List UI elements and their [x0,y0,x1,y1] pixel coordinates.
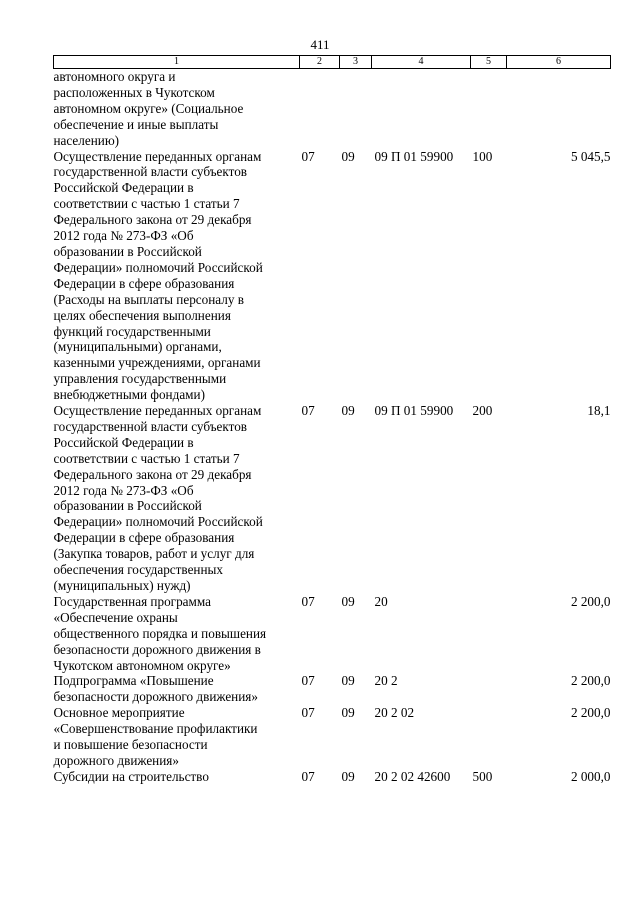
row-subsection: 09 [341,768,355,784]
table-row [54,594,611,674]
header-col-1: 1 [54,56,300,69]
row-name: Осуществление переданных органам государственной власти субъектов Российской Федерации в соответствии с частью 1 статьи 7 Федерального закона от 29 декабря 2012 года № 273-ФЗ «Об образовании в Российской Федерации» полномочий Российской Федерации в сфере образования (Расходы на выплаты персоналу в целях обеспечения выполнения функций государственными (муниципальными) органами, казенными учреждениями, органами управления государственными внебюджетными фондами) [53,148,263,403]
row-expense-type [471,69,507,149]
table-row [54,769,611,785]
row-name: Осуществление переданных органам государственной власти субъектов Российской Федерации в соответствии с частью 1 статьи 7 Федерального закона от 29 декабря 2012 года № 273-ФЗ «Об образовании в Российской Федерации» полномочий Российской Федерации в сфере образования (Закупка товаров, работ и услуг для обеспечения государственных (муниципальных) нужд) [53,403,263,593]
table-row [54,705,611,769]
row-target-code: 09 П 01 59900 [374,148,454,164]
row-expense-type: 200 [472,403,493,419]
row-expense-type [471,673,507,705]
row-section: 07 [301,403,315,419]
page-number: 411 [310,37,330,52]
row-section [300,69,340,149]
row-subsection [340,69,372,149]
row-expense-type: 100 [472,148,493,164]
row-name: Подпрограмма «Повышение безопасности дорожного движения» [53,673,258,705]
table-row [54,149,611,404]
table-row [54,673,611,705]
row-amount: 2 200,0 [570,673,611,689]
row-subsection: 09 [341,403,355,419]
row-name: Основное мероприятие «Совершенствование профилактики и повышение безопасности дорожного движения» [53,705,258,768]
row-subsection: 09 [341,593,355,609]
row-section: 07 [301,148,315,164]
row-section: 07 [301,673,315,689]
budget-table [53,55,611,785]
row-subsection: 09 [341,705,355,721]
row-expense-type: 500 [472,768,493,784]
row-target-code: 09 П 01 59900 [374,403,454,419]
table-row [54,69,611,149]
header-col-3: 3 [340,56,372,69]
row-subsection: 09 [341,148,355,164]
row-name: автономного округа и расположенных в Чукотском автономном округе» (Социальное обеспечение и иные выплаты населению) [53,69,244,148]
row-section: 07 [301,768,315,784]
row-amount: 18,1 [587,403,611,419]
row-subsection: 09 [341,673,355,689]
row-amount: 5 045,5 [570,148,611,164]
row-section: 07 [301,593,315,609]
header-col-5: 5 [471,56,507,69]
row-expense-type [471,705,507,769]
row-target-code: 20 [374,593,388,609]
row-amount: 2 000,0 [570,768,611,784]
row-target-code: 20 2 02 42600 [374,768,451,784]
header-col-2: 2 [300,56,340,69]
table-header-row [54,56,611,69]
row-target-code: 20 2 02 [374,705,415,721]
row-target-code: 20 2 [374,673,398,689]
row-name: Государственная программа «Обеспечение охраны общественного порядка и повышения безопасности дорожного движения в Чукотском автономном округе» [53,593,267,673]
row-section: 07 [301,705,315,721]
header-col-4: 4 [372,56,471,69]
row-amount: 2 200,0 [570,705,611,721]
row-amount: 2 200,0 [570,593,611,609]
row-amount [507,69,611,149]
row-name: Субсидии на строительство [53,768,209,784]
row-target-code [372,69,471,149]
row-expense-type [471,594,507,674]
header-col-6: 6 [507,56,611,69]
table-row [54,403,611,594]
